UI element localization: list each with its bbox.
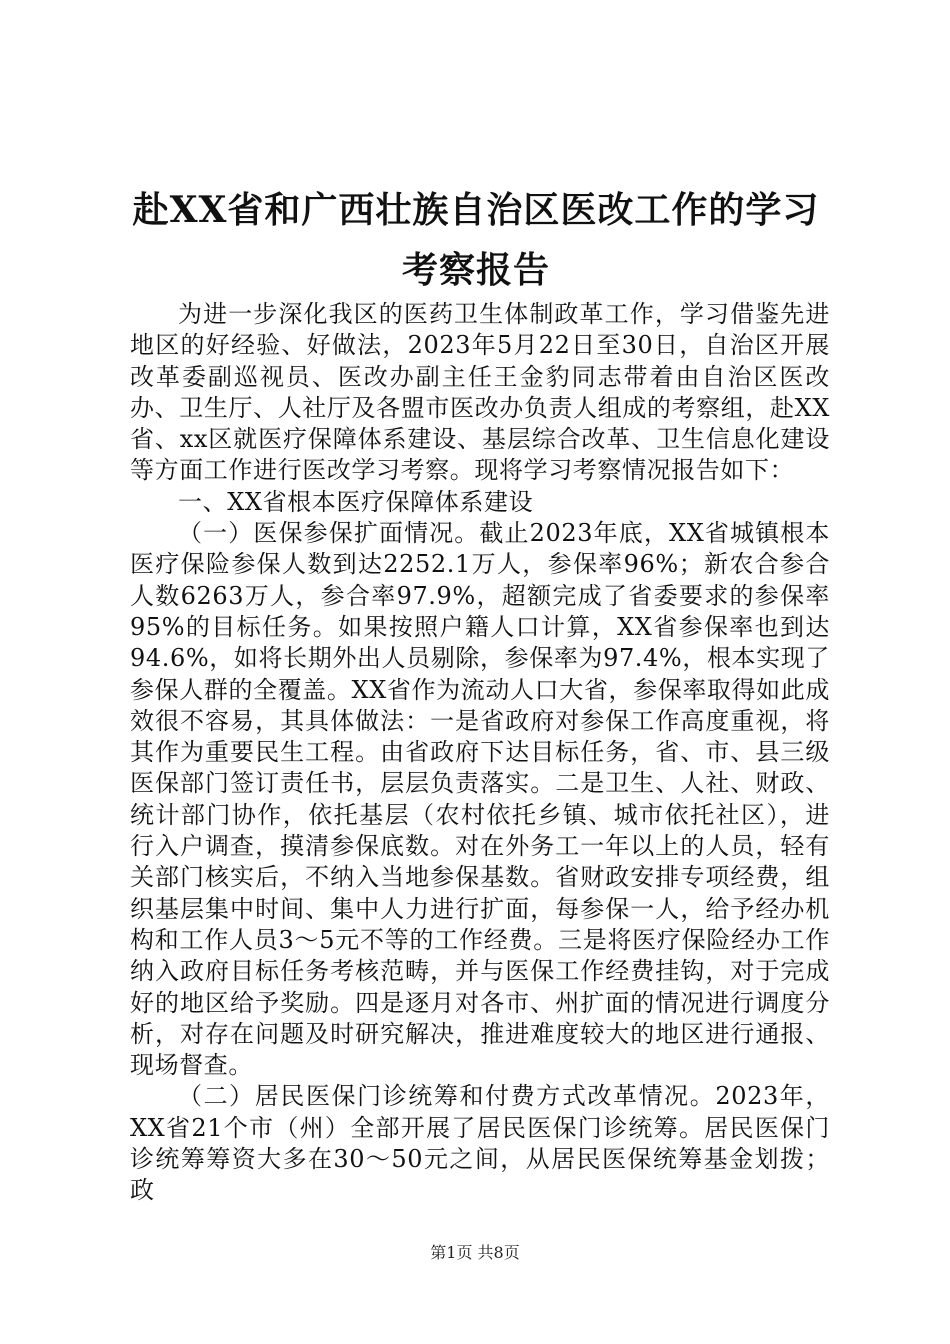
document-title: 赴XX省和广西壮族自治区医改工作的学习考察报告: [132, 189, 820, 291]
intro-paragraph: 为进一步深化我区的医药卫生体制政革工作，学习借鉴先进地区的好经验、好做法，2023年5月22日至30日，自治区开展改革委副巡视员、医改办副主任王金豹同志带着由自治区医改办、卫生厅、人社厅及各盟市医改办负责人组成的考察组，赴XX省、xx区就医疗保障体系建设、基层综合改革、卫生信息化建设等方面工作进行医改学习考察。现将学习考察情况报告如下：: [130, 300, 830, 485]
subsection-paragraph-2: （二）居民医保门诊统筹和付费方式改革情况。2023年，XX省21个市（州）全部开展了居民医保门诊统筹。居民医保门诊统筹筹资大多在30～50元之间，从居民医保统筹基金划拨；政: [130, 1082, 830, 1205]
section-heading: 一、XX省根本医疗保障体系建设: [178, 487, 534, 516]
subsection-paragraph-1: （一）医保参保扩面情况。截止2023年底，XX省城镇根本医疗保险参保人数到达2252.1万人，参保率96%；新农合参合人数6263万人，参合率97.9%，超额完成了省委要求的参保率95%的目标任务。如果按照户籍人口计算，XX省参保率也到达94.6%，如将长期外出人员剔除，参保率为97.4%，根本实现了参保人群的全覆盖。XX省作为流动人口大省，参保率取得如此成效很不容易，其具体做法：一是省政府对参保工作高度重视，将其作为重要民生工程。由省政府下达目标任务，省、市、县三级医保部门签订责任书，层层负责落实。二是卫生、人社、财政、统计部门协作，依托基层（农村依托乡镇、城市依托社区），进行入户调查，摸清参保底数。对在外务工一年以上的人员，轻有关部门核实后，不纳入当地参保基数。省财政安排专项经费，组织基层集中时间、集中人力进行扩面，每参保一人，给予经办机构和工作人员3～5元不等的工作经费。三是将医疗保险经办工作纳入政府目标任务考核范畴，并与医保工作经费挂钩，对于完成好的地区给予奖励。四是逐月对各市、州扩面的情况进行调度分析，对存在问题及时研究解决，推进难度较大的地区进行通报、现场督查。: [130, 519, 830, 1080]
document-body: [130, 299, 830, 1207]
page-number-footer: 第1页 共8页: [430, 1243, 520, 1262]
